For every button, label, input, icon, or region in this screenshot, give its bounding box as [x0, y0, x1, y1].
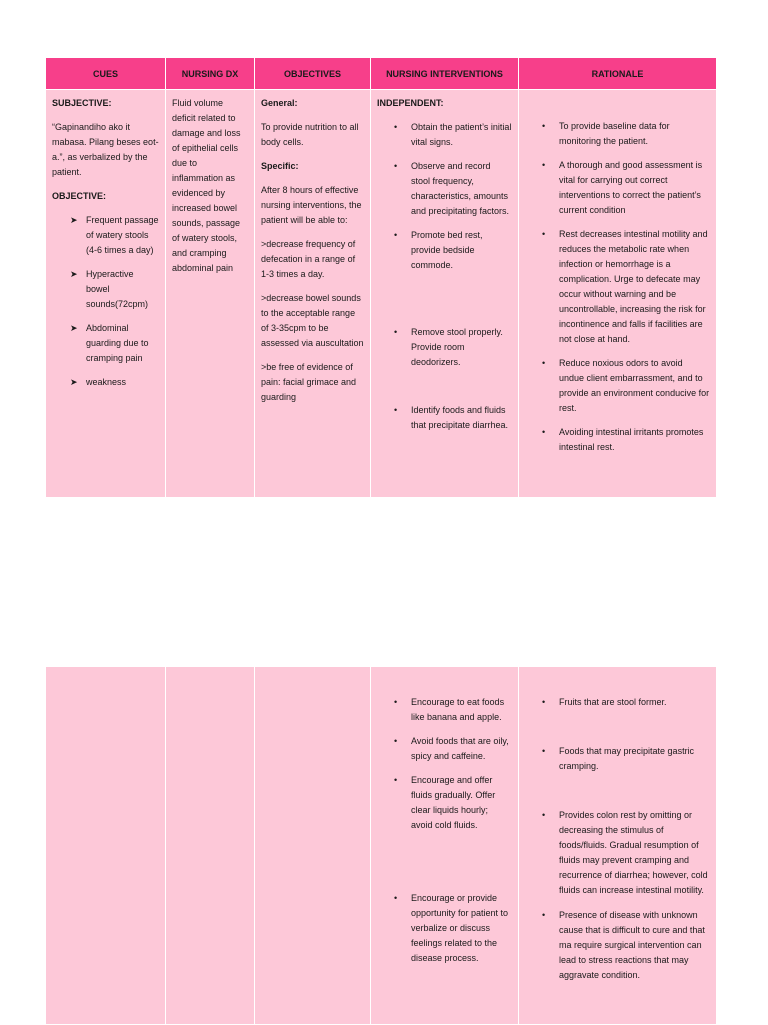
subjective-text: “Gapinandiho ako it mabasa. Pilang beses eot-a.”, as verbalized by the patient. — [52, 122, 159, 177]
bullet-icon: • — [394, 405, 398, 415]
bullet-icon: • — [394, 161, 398, 171]
list-item: • Identify foods and fluids that precipitate diarrhea. — [394, 405, 509, 430]
specific-text: After 8 hours of effective nursing interventions, the patient will be able to: — [261, 185, 362, 225]
bullet-icon: • — [542, 358, 546, 368]
list-item: • Fruits that are stool former. — [525, 695, 710, 710]
rationale-list — [525, 695, 710, 983]
arrow-bullet-icon: ➤ — [70, 377, 78, 387]
list-item: • To provide baseline data for monitoring the patient. — [542, 121, 670, 146]
objective-label: OBJECTIVE: — [52, 191, 107, 201]
list-item: • Observe and record stool frequency, characteristics, amounts and precipitating factors. — [394, 161, 510, 216]
bullet-icon: • — [394, 697, 398, 707]
objective-item: >decrease frequency of defecation in a range of 1-3 times a day. — [261, 239, 356, 279]
interventions-cell — [371, 667, 519, 1025]
care-plan-table-page-2 — [45, 666, 717, 1025]
list-item: ➤ Frequent passage of watery stools (4-6 times a day) — [70, 215, 159, 255]
nursing-dx-cell — [166, 667, 255, 1025]
table-body-row — [46, 667, 717, 1025]
list-item: ➤ Hyperactive bowel sounds(72cpm) — [70, 269, 149, 309]
table-header-row — [46, 58, 717, 90]
list-item: • Promote bed rest, provide bedside commode. — [394, 230, 483, 270]
specific-label: Specific: — [261, 161, 299, 171]
list-item: • Avoid foods that are oily, spicy and caffeine. — [394, 736, 509, 761]
list-item: ➤ Abdominal guarding due to cramping pain — [70, 323, 149, 363]
list-item: • Obtain the patient’s initial vital signs. — [394, 122, 512, 147]
list-item: • Encourage and offer fluids gradually. Offer clear liquids hourly; avoid cold fluids. — [394, 775, 496, 830]
list-item: • Foods that may precipitate gastric cramping. — [542, 746, 695, 771]
arrow-bullet-icon: ➤ — [70, 323, 78, 333]
cues-cell — [46, 90, 166, 498]
cues-cell — [46, 667, 166, 1025]
interventions-cell — [371, 90, 519, 498]
subjective-label: SUBJECTIVE: — [52, 98, 112, 108]
header-rationale: RATIONALE — [519, 58, 717, 90]
nursing-dx-text: Fluid volume deficit related to damage and loss of epithelial cells due to inflammation as evidenced by increased bowel sounds, passage of watery stools, and cramping abdominal pain — [172, 98, 241, 273]
bullet-icon: • — [542, 810, 546, 820]
bullet-icon: • — [542, 697, 546, 707]
bullet-icon: • — [542, 910, 546, 920]
bullet-icon: • — [542, 121, 546, 131]
bullet-icon: • — [542, 427, 546, 437]
care-plan-table-page-1 — [45, 57, 717, 498]
arrow-bullet-icon: ➤ — [70, 269, 78, 279]
bullet-icon: • — [394, 122, 398, 132]
list-item: • Presence of disease with unknown cause that is difficult to cure and that ma require surgical intervention can lead to stress reactions that may aggravate condition. — [542, 910, 705, 980]
arrow-bullet-icon: ➤ — [70, 215, 78, 225]
bullet-icon: • — [394, 775, 398, 785]
bullet-icon: • — [542, 160, 546, 170]
rationale-cell — [519, 667, 717, 1025]
header-nursing-interventions: NURSING INTERVENTIONS — [371, 58, 519, 90]
list-item: • Remove stool properly. Provide room deodorizers. — [394, 327, 503, 367]
nursing-dx-cell — [166, 90, 255, 498]
header-nursing-dx: NURSING DX — [166, 58, 255, 90]
objective-item: >decrease bowel sounds to the acceptable range of 3-35cpm to be assessed via auscultation — [261, 293, 364, 348]
bullet-icon: • — [394, 893, 398, 903]
list-item: • Avoiding intestinal irritants promotes intestinal rest. — [542, 427, 704, 452]
objectives-cell — [255, 90, 371, 498]
interventions-list — [377, 120, 512, 433]
table-body-row — [46, 90, 717, 498]
objective-list — [52, 213, 159, 390]
list-item: • Rest decreases intestinal motility and reduces the metabolic rate when infection or hemorrhage is a complication. Urge to defecate may occur without warning and be uncontrollable, increasing the risk for incontinence and falls if facilities are not close at hand. — [542, 229, 708, 344]
independent-label: INDEPENDENT: — [377, 98, 444, 108]
list-item: • A thorough and good assessment is vital for carrying out correct interventions to correct the patient’s current condition — [542, 160, 703, 215]
bullet-icon: • — [394, 230, 398, 240]
list-item: • Encourage or provide opportunity for patient to verbalize or discuss feelings related to the disease process. — [394, 893, 509, 963]
header-cues: CUES — [46, 58, 166, 90]
list-item: • Encourage to eat foods like banana and apple. — [394, 697, 505, 722]
header-objectives: OBJECTIVES — [255, 58, 371, 90]
list-item: • Reduce noxious odors to avoid undue client embarrassment, and to provide an environment conducive for rest. — [542, 358, 710, 413]
bullet-icon: • — [542, 746, 546, 756]
bullet-icon: • — [394, 736, 398, 746]
interventions-list — [377, 695, 512, 966]
objective-item: >be free of evidence of pain: facial grimace and guarding — [261, 362, 357, 402]
list-item: ➤ weakness — [52, 375, 159, 390]
objectives-cell — [255, 667, 371, 1025]
rationale-cell — [519, 90, 717, 498]
general-label: General: — [261, 98, 298, 108]
bullet-icon: • — [542, 229, 546, 239]
general-text: To provide nutrition to all body cells. — [261, 122, 359, 147]
list-item: • Provides colon rest by omitting or decreasing the stimulus of foods/fluids. Gradual resumption of fluids may prevent cramping and recurrence of diarrhea; however, cold fluids can increase intestinal motility. — [542, 810, 708, 895]
rationale-list — [525, 119, 710, 455]
bullet-icon: • — [394, 327, 398, 337]
